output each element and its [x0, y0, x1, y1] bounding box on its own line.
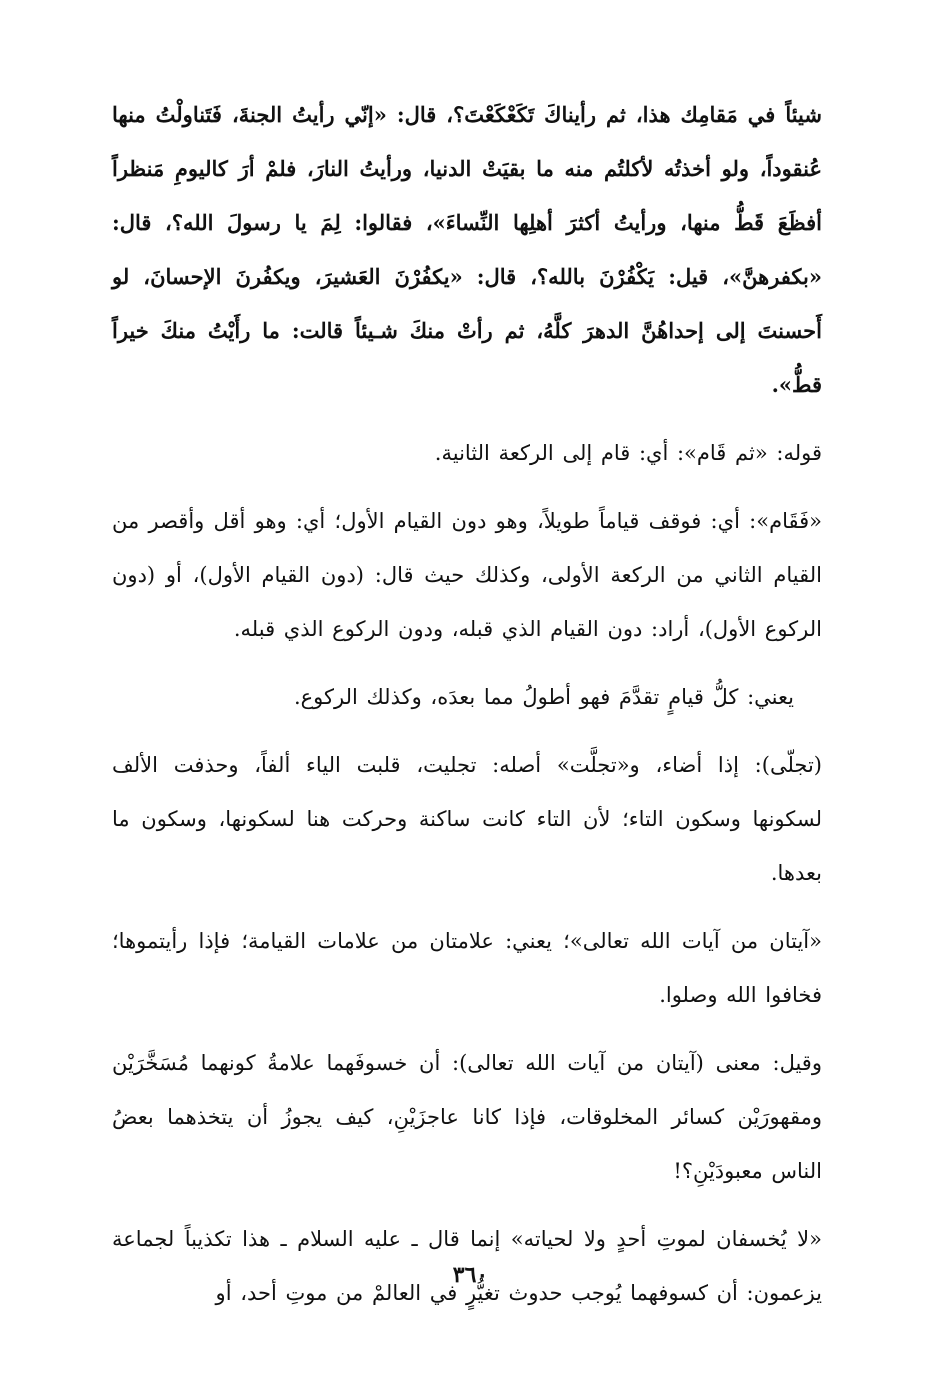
- commentary-paragraph: (تجلّى): إذا أضاء، و«تجلَّت» أصله: تجليت، قلبت الياء ألفاً، وحذفت الألف لسكونها وسكون التاء؛ لأن التاء كانت ساكنة وحركت هنا لسكونها، وسكون ما بعدها.: [112, 753, 822, 885]
- page-number: ٣٦٠: [452, 1262, 489, 1288]
- commentary-paragraph: «لا يُخسفان لموتِ أحدٍ ولا لحياته» إنما قال ـ عليه السلام ـ هذا تكذيباً لجماعة يزعمون: أن كسوفهما يُوجب حدوث تغيُّرٍ في العالمْ من موتِ أحد، أو: [112, 1227, 822, 1305]
- commentary-paragraph: وقيل: معنى (آيتان من آيات الله تعالى): أن خسوفَهما علامةُ كونهما مُسَخَّرَيْن ومقهورَيْن كسائر المخلوقات، فإذا كانا عاجزَيْنِ، كيف يجوزُ أن يتخذهما بعضُ الناس معبودَيْنِ؟!: [112, 1051, 822, 1183]
- commentary-paragraph: «فَقَام»: أي: فوقف قياماً طويلاً، وهو دون القيام الأول؛ أي: وهو أقل وأقصر من القيام الثاني من الركعة الأولى، وكذلك حيث قال: (دون القيام الأول)، أو (دون الركوع الأول)، أراد: دون القيام الذي قبله، ودون الركوع الذي قبله.: [112, 509, 822, 641]
- commentary-paragraph: «آيتان من آيات الله تعالى»؛ يعني: علامتان من علامات القيامة؛ فإذا رأيتموها؛ فخافوا الله وصلوا.: [112, 929, 822, 1007]
- page-body: [112, 88, 822, 1334]
- hadith-quote-paragraph: شيئاً في مَقامِك هذا، ثم رأيناكَ تَكَعْكَعْتَ؟، قال: «إنّي رأيتُ الجنةَ، فَتَناولْتُ منها عُنقوداً، ولو أخذتُه لأكلتُم منه ما بقيَتْ الدنيا، ورأيتُ النارَ، فلمْ أرَ كاليومِ مَنظراً أفظَعَ قَطُّ منها، ورأيتُ أكثرَ أهلِها النِّساءَ»، فقالوا: لِمَ يا رسولَ الله؟، قال: «بكفرهنَّ»، قيل: يَكْفُرْنَ بالله؟، قال: «يكفُرْنَ العَشيرَ، ويكفُرنَ الإحسانَ، لو أَحسنتَ إلى إحداهُنَّ الدهرَ كلَّهُ، ثم رأتْ منكَ شـيئاً قالت: ما رأَيْتُ منكَ خيراً قطُّ».: [112, 102, 822, 397]
- commentary-paragraph: قوله: «ثم قَام»: أي: قام إلى الركعة الثانية.: [434, 441, 822, 465]
- commentary-paragraph: يعني: كلُّ قيامٍ تقدَّمَ فهو أطولُ مما بعدَه، وكذلك الركوع.: [293, 685, 794, 709]
